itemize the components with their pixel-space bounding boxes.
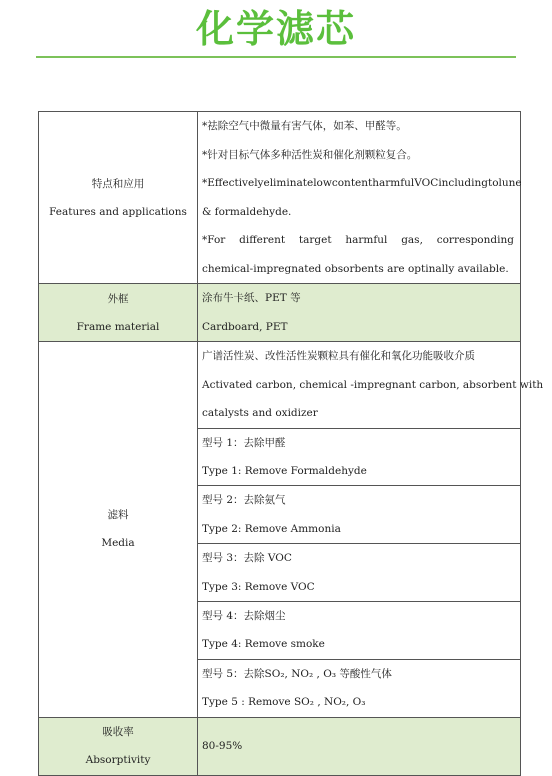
frame-line-1: 涂布牛卡纸、PET 等: [202, 292, 301, 304]
media-type-5-en: Type 5 : Remove SO₂ , NO₂, O₃: [202, 696, 366, 709]
media-type-4-cn: 型号 4：去除烟尘: [202, 609, 286, 622]
absorptivity-label: [39, 717, 198, 775]
features-line-6: chemical-impregnated obsorbents are optinally available.: [202, 262, 509, 275]
media-type-3: [198, 544, 521, 602]
features-line-1: *祛除空气中微量有害气体，如苯、甲醛等。: [202, 120, 407, 132]
frame-line-2: Cardboard, PET: [202, 320, 288, 333]
media-intro-line-2: Activated carbon, chemical -impregnant carbon, absorbent with: [202, 378, 544, 391]
media-type-1: [198, 428, 521, 486]
features-line-3: *Effectively eliminate low content harmful VOC including tolune: [202, 177, 522, 189]
media-type-5-cn: 型号 5：去除SO₂, NO₂ , O₃ 等酸性气体: [202, 667, 392, 680]
features-line-2: *针对目标气体多种活性炭和催化剂颗粒复合。: [202, 148, 418, 161]
spec-table: [38, 111, 544, 776]
features-line-4: & formaldehyde.: [202, 205, 292, 218]
media-type-1-cn: 型号 1：去除甲醛: [202, 436, 286, 449]
media-type-2: [198, 486, 521, 544]
media-type-4: [198, 601, 521, 659]
media-type-2-cn: 型号 2：去除氨气: [202, 494, 286, 507]
row-absorptivity: [39, 717, 521, 775]
media-intro-line-1: 广谱活性炭、改性活性炭颗粒具有催化和氧化功能吸收介质: [202, 350, 475, 362]
page-title: 化学滤芯: [195, 7, 356, 51]
features-label: [39, 112, 198, 284]
media-label-en: Media: [101, 537, 135, 550]
absorptivity-label-en: Absorptivity: [85, 754, 151, 767]
media-type-2-en: Type 2: Remove Ammonia: [202, 522, 341, 535]
features-label-cn: 特点和应用: [91, 177, 145, 190]
media-type-3-cn: 型号 3：去除 VOC: [202, 552, 292, 565]
absorptivity-label-cn: 吸收率: [102, 726, 134, 739]
frame-label-cn: 外框: [107, 292, 129, 305]
media-label: [39, 342, 198, 718]
media-type-4-en: Type 4: Remove smoke: [202, 638, 325, 651]
features-label-en: Features and applications: [49, 205, 187, 218]
absorptivity-value: 80-95%: [198, 717, 521, 775]
media-type-1-en: Type 1: Remove Formaldehyde: [202, 464, 367, 477]
media-type-3-en: Type 3: Remove VOC: [202, 580, 315, 593]
frame-value: [198, 284, 521, 342]
frame-label: [39, 284, 198, 342]
title-underline: [36, 56, 516, 58]
media-label-cn: 滤料: [107, 509, 129, 522]
features-value: [198, 112, 521, 284]
media-type-5: [198, 659, 521, 717]
frame-label-en: Frame material: [76, 320, 160, 333]
features-line-5: *For different target harmful gas, corresponding: [202, 234, 514, 246]
media-intro-line-3: catalysts and oxidizer: [202, 407, 318, 419]
media-intro: [198, 342, 544, 429]
row-frame: [39, 284, 521, 342]
row-features: [39, 112, 521, 284]
row-media-intro: [39, 342, 521, 429]
